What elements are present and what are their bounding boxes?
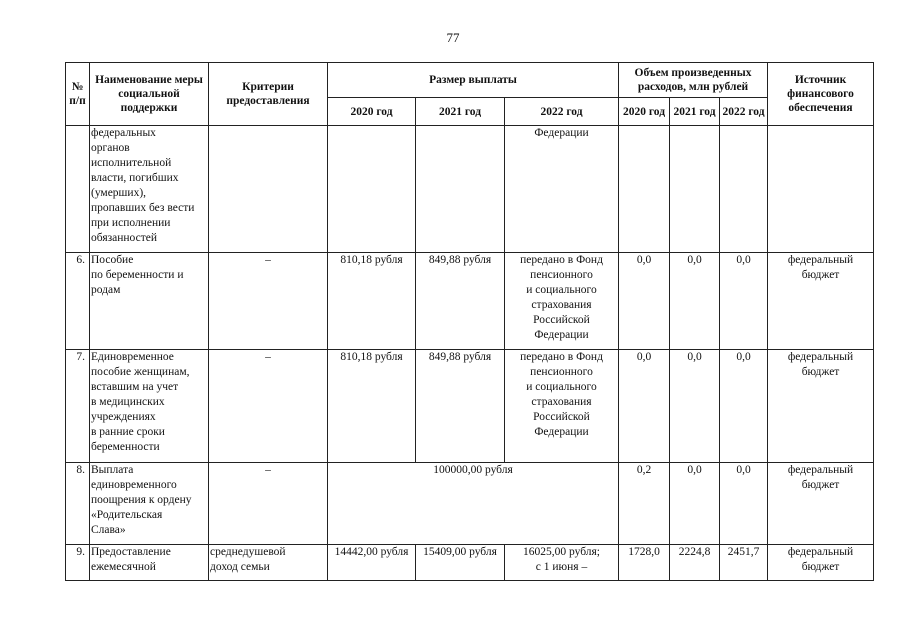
name-line: при исполнении (91, 217, 171, 229)
criteria-line: среднедушевой (210, 546, 286, 558)
pay-2022-line: Российской (533, 314, 590, 326)
name-line: единовременного (91, 479, 177, 491)
cell-exp-2022: 0,0 (720, 350, 768, 463)
pay-2022-line: Федерации (534, 426, 589, 438)
cell-pay-2022 (505, 126, 619, 253)
name-line: пособие женщинам, (91, 366, 190, 378)
header-num: № п/п (66, 63, 90, 126)
name-line: органов (91, 142, 130, 154)
cell-num: 7. (66, 350, 90, 463)
name-line: обязанностей (91, 232, 157, 244)
source-line: федеральный (787, 351, 854, 363)
cell-pay-2022 (505, 545, 619, 581)
cell-criteria (209, 126, 328, 253)
social-support-table (65, 62, 874, 581)
cell-exp-2020 (619, 126, 670, 253)
cell-exp-2021: 0,0 (670, 463, 720, 545)
cell-exp-2020: 0,0 (619, 350, 670, 463)
name-line: Выплата (91, 464, 134, 476)
cell-payment-merged: 100000,00 рубля (328, 463, 619, 545)
pay-2022-line: Российской (533, 411, 590, 423)
name-line: Слава» (91, 524, 126, 536)
cell-criteria: – (209, 463, 328, 545)
pay-2022-line: пенсионного (530, 366, 593, 378)
cell-exp-2021 (670, 126, 720, 253)
cell-source (768, 463, 874, 545)
name-line: власти, погибших (91, 172, 179, 184)
cell-criteria: – (209, 350, 328, 463)
cell-exp-2020: 0,0 (619, 253, 670, 350)
name-line: по беременности и (91, 269, 184, 281)
cell-pay-2022 (505, 350, 619, 463)
name-line: в медицинских (91, 396, 165, 408)
table-row (66, 126, 874, 253)
header-pay-2020: 2020 год (328, 98, 416, 126)
page-number: 77 (446, 30, 460, 45)
criteria-line: доход семьи (210, 561, 270, 573)
pay-2022-line: передано в Фонд (520, 254, 603, 266)
name-line: федеральных (91, 127, 156, 139)
cell-exp-2022 (720, 126, 768, 253)
cell-exp-2021: 0,0 (670, 350, 720, 463)
name-line: учреждениях (91, 411, 156, 423)
header-pay-2022: 2022 год (505, 98, 619, 126)
cell-pay-2020: 14442,00 рубля (328, 545, 416, 581)
name-line: ежемесячной (91, 561, 156, 573)
name-line: Пособие (91, 254, 134, 266)
name-line: исполнительной (91, 157, 172, 169)
name-line: «Родительская (91, 509, 163, 521)
cell-source (768, 126, 874, 253)
cell-source (768, 350, 874, 463)
cell-num: 9. (66, 545, 90, 581)
cell-name (90, 253, 209, 350)
table-row (66, 253, 874, 350)
cell-source (768, 545, 874, 581)
pay-2022-line: передано в Фонд (520, 351, 603, 363)
cell-name (90, 126, 209, 253)
header-expenses: Объем произведенных расходов, млн рублей (619, 63, 768, 98)
pay-2022-line: с 1 июня – (535, 561, 588, 573)
cell-pay-2020 (328, 126, 416, 253)
cell-num (66, 126, 90, 253)
pay-2022-line: Федерации (534, 329, 589, 341)
source-line: бюджет (801, 479, 840, 491)
name-line: Единовременное (91, 351, 174, 363)
source-line: бюджет (801, 366, 840, 378)
name-line: Предоставление (91, 546, 171, 558)
cell-name (90, 463, 209, 545)
pay-2022-line: страхования (531, 299, 592, 311)
cell-exp-2022: 0,0 (720, 253, 768, 350)
source-line: федеральный (787, 254, 854, 266)
pay-2022-line: и социального (526, 381, 597, 393)
cell-pay-2020: 810,18 рубля (328, 253, 416, 350)
cell-num: 8. (66, 463, 90, 545)
name-line: беременности (91, 441, 160, 453)
header-pay-2021: 2021 год (416, 98, 505, 126)
header-exp-2020: 2020 год (619, 98, 670, 126)
source-line: бюджет (801, 561, 840, 573)
cell-exp-2020: 1728,0 (619, 545, 670, 581)
cell-name (90, 350, 209, 463)
table-row (66, 350, 874, 463)
header-payment: Размер выплаты (328, 63, 619, 98)
header-name: Наименование меры социальной поддержки (90, 63, 209, 126)
name-line: вставшим на учет (91, 381, 179, 393)
header-row-top (66, 63, 874, 98)
cell-pay-2021 (416, 126, 505, 253)
source-line: федеральный (787, 464, 854, 476)
cell-exp-2022: 2451,7 (720, 545, 768, 581)
pay-2022-line: Федерации (534, 127, 589, 139)
cell-pay-2021: 15409,00 рубля (416, 545, 505, 581)
cell-num: 6. (66, 253, 90, 350)
table-row (66, 463, 874, 545)
header-criteria: Критерии предоставления (209, 63, 328, 126)
cell-criteria (209, 545, 328, 581)
name-line: (умерших), (91, 187, 147, 199)
cell-exp-2021: 0,0 (670, 253, 720, 350)
name-line: поощрения к ордену (91, 494, 192, 506)
table-row (66, 545, 874, 581)
source-line: федеральный (787, 546, 854, 558)
cell-name (90, 545, 209, 581)
name-line: родам (91, 284, 121, 296)
source-line: бюджет (801, 269, 840, 281)
cell-exp-2021: 2224,8 (670, 545, 720, 581)
cell-criteria: – (209, 253, 328, 350)
cell-pay-2020: 810,18 рубля (328, 350, 416, 463)
header-exp-2022: 2022 год (720, 98, 768, 126)
pay-2022-line: страхования (531, 396, 592, 408)
pay-2022-line: пенсионного (530, 269, 593, 281)
name-line: пропавших без вести (91, 202, 195, 214)
name-line: в ранние сроки (91, 426, 165, 438)
cell-pay-2021: 849,88 рубля (416, 350, 505, 463)
cell-pay-2021: 849,88 рубля (416, 253, 505, 350)
cell-exp-2022: 0,0 (720, 463, 768, 545)
header-source: Источник финансового обеспечения (768, 63, 874, 126)
cell-pay-2022 (505, 253, 619, 350)
cell-source (768, 253, 874, 350)
pay-2022-line: и социального (526, 284, 597, 296)
pay-2022-line: 16025,00 рубля; (523, 546, 600, 558)
cell-exp-2020: 0,2 (619, 463, 670, 545)
header-exp-2021: 2021 год (670, 98, 720, 126)
